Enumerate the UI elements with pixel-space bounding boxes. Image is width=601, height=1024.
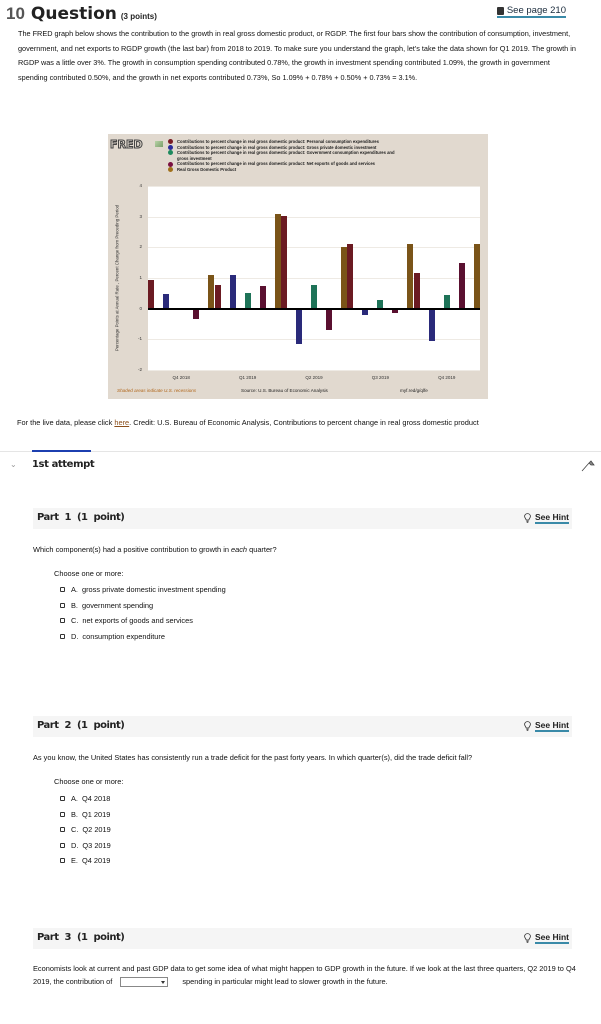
zero-line <box>148 308 480 310</box>
bar <box>414 273 420 308</box>
legend-label: Contributions to percent change in real gross domestic product: Personal consumption expenditures <box>177 139 379 144</box>
bar <box>208 275 214 309</box>
part-1-choose-label: Choose one or more: <box>54 569 124 578</box>
legend-item <box>168 167 483 173</box>
x-tick-label: Q2 2019 <box>305 375 323 380</box>
bar <box>193 309 199 320</box>
checkbox[interactable] <box>60 634 65 639</box>
checkbox[interactable] <box>60 587 65 592</box>
x-tick-label: Q4 2018 <box>172 375 190 380</box>
part-1-header <box>33 508 572 529</box>
legend-dot <box>168 139 173 144</box>
part-1-option-b[interactable]: B. government spending <box>60 598 226 614</box>
bar <box>474 244 480 308</box>
bar <box>275 214 281 309</box>
part-2-prompt: As you know, the United States has consistently run a trade deficit for the past forty years. In which quarter(s), did the trade deficit fall? <box>33 753 473 762</box>
fred-chart <box>108 134 488 399</box>
part-2-header <box>33 716 572 737</box>
legend-label: Real Gross Domestic Product <box>177 166 237 172</box>
legend-label: Contributions to percent change in real gross domestic product: Government consumption expenditures and <box>177 150 395 156</box>
bar <box>260 286 266 308</box>
credit-line: For the live data, please click here. Credit: U.S. Bureau of Economic Analysis, Contributions to percent change in real gross domestic product <box>17 418 479 427</box>
see-hint-link[interactable]: See Hint <box>534 720 569 730</box>
y-tick-label: 2 <box>139 244 142 250</box>
chart-legend <box>168 139 483 173</box>
part-1-title: Part 1 (1 point) <box>37 512 125 523</box>
legend-dot <box>168 150 173 155</box>
part-2-title: Part 2 (1 point) <box>37 720 125 731</box>
gridline <box>148 370 480 371</box>
bar <box>230 275 236 308</box>
see-hint-link[interactable]: See Hint <box>534 512 569 522</box>
y-tick-label: 0 <box>139 305 142 311</box>
checkbox[interactable] <box>60 603 65 608</box>
part-3-prompt: Economists look at current and past GDP data to get some idea of what might happen to GDP growth in the future. If we look at the last three quarters, Q2 2019 to Q4 2019, the contribution of spending in particular might lead to slower growth in the future. <box>33 964 576 986</box>
bar <box>444 295 450 309</box>
spending-type-dropdown[interactable] <box>120 977 168 987</box>
bar <box>296 309 302 344</box>
bar <box>245 293 251 308</box>
active-tab-indicator <box>32 450 91 452</box>
bar <box>281 216 287 309</box>
fred-logo: FRED <box>110 138 143 151</box>
chart-short-url: myf.red/g/qlfe <box>400 388 428 393</box>
y-tick-label: 1 <box>139 275 142 280</box>
see-page-label: See page 210 <box>506 5 566 16</box>
legend-dot <box>168 145 173 150</box>
legend-dot <box>168 167 173 172</box>
part-2-option-b[interactable]: B. Q1 2019 <box>60 807 111 823</box>
checkbox[interactable] <box>60 843 65 848</box>
bar <box>347 244 353 308</box>
checkbox[interactable] <box>60 812 65 817</box>
checkbox[interactable] <box>60 827 65 832</box>
part-1-prompt: Which component(s) had a positive contribution to growth in each quarter? <box>33 545 277 554</box>
part-1-option-a[interactable]: A. gross private domestic investment spending <box>60 582 226 598</box>
part-2-option-a[interactable]: A. Q4 2018 <box>60 791 111 807</box>
chevron-down-icon[interactable]: ⌄ <box>10 460 17 469</box>
legend-label-continuation: gross investment <box>177 155 212 161</box>
part-2-choose-label: Choose one or more: <box>54 777 124 786</box>
checkbox[interactable] <box>60 858 65 863</box>
part-3-hint[interactable] <box>524 932 569 944</box>
part-2-option-c[interactable]: C. Q2 2019 <box>60 822 111 838</box>
legend-dot <box>168 162 173 167</box>
part-1-options <box>60 582 226 644</box>
y-tick-label: -2 <box>137 367 142 372</box>
plot-area <box>148 186 480 370</box>
checkbox[interactable] <box>60 796 65 801</box>
attempt-toggle[interactable] <box>10 459 94 470</box>
see-page-link[interactable] <box>497 5 566 18</box>
gridline <box>148 247 480 248</box>
source-note: Source: U.S. Bureau of Economic Analysis <box>241 388 328 393</box>
see-hint-link[interactable]: See Hint <box>534 932 569 942</box>
flag-icon[interactable] <box>581 460 595 472</box>
legend-label: Contributions to percent change in real gross domestic product: Net exports of goods and services <box>177 161 376 167</box>
checkbox[interactable] <box>60 618 65 623</box>
part-2-hint[interactable] <box>524 720 569 732</box>
question-title: Question <box>30 4 117 24</box>
part-1-option-d[interactable]: D. consumption expenditure <box>60 629 226 645</box>
x-tick-label: Q4 2019 <box>438 375 456 380</box>
bar <box>163 294 169 309</box>
part-1-hint[interactable] <box>524 512 569 524</box>
bar <box>459 263 465 309</box>
recession-note: Shaded areas indicate U.S. recessions <box>117 388 197 393</box>
lightbulb-icon <box>524 513 531 523</box>
part-2-option-e[interactable]: E. Q4 2019 <box>60 853 111 869</box>
lightbulb-icon <box>524 933 531 943</box>
intro-text: The FRED graph below shows the contribution to the growth in real gross domestic product, or RGDP. The first four bars show the contribution of consumption, investment, government, and net exports to RGDP growth (the last bar) from 2018 to 2019. To make sure you understand the graph, let's take the data shown for Q1 2019. The growth in RGDP was a little over 3%. The growth in consumption spending contributed 0.78%, the growth in investment spending contributed 1.09%, the growth in government spending contributed 0.50%, and the growth in net exports contributed 0.73%, So 1.09% + 0.78% + 0.50% + 0.73% = 3.1%. <box>18 29 576 82</box>
question-number: 10 <box>6 4 25 23</box>
live-data-link[interactable]: here <box>114 418 130 427</box>
part-2-options <box>60 791 111 869</box>
bar <box>429 309 435 341</box>
bar <box>341 247 347 308</box>
gridline <box>148 186 480 187</box>
bar <box>311 285 317 309</box>
x-tick-label: Q3 2019 <box>371 375 390 380</box>
question-header <box>6 4 157 24</box>
question-points: (3 points) <box>120 12 157 21</box>
lightbulb-icon <box>524 721 531 731</box>
y-tick-label: 3 <box>139 213 142 219</box>
bar <box>215 285 221 309</box>
y-tick-label: -1 <box>137 336 142 342</box>
bar <box>407 244 413 308</box>
attempt-label: 1st attempt <box>32 459 95 470</box>
gridline <box>148 217 480 218</box>
part-2-option-d[interactable]: D. Q3 2019 <box>60 838 111 854</box>
part-3-header <box>33 928 572 949</box>
gridline <box>148 278 480 279</box>
fred-sparkline-icon <box>155 141 163 147</box>
bar <box>148 280 154 309</box>
bar <box>326 309 332 330</box>
book-icon <box>497 7 504 15</box>
y-tick-label: 4 <box>139 183 142 188</box>
part-1-option-c[interactable]: C. net exports of goods and services <box>60 613 226 629</box>
x-tick-label: Q1 2019 <box>238 375 257 380</box>
y-axis-label: Percentage Points at Annual Rate , Percent Change from Preceding Period <box>114 204 120 352</box>
part-3-title: Part 3 (1 point) <box>37 932 125 943</box>
legend-label: Contributions to percent change in real gross domestic product: Gross private domestic investment <box>177 144 377 150</box>
